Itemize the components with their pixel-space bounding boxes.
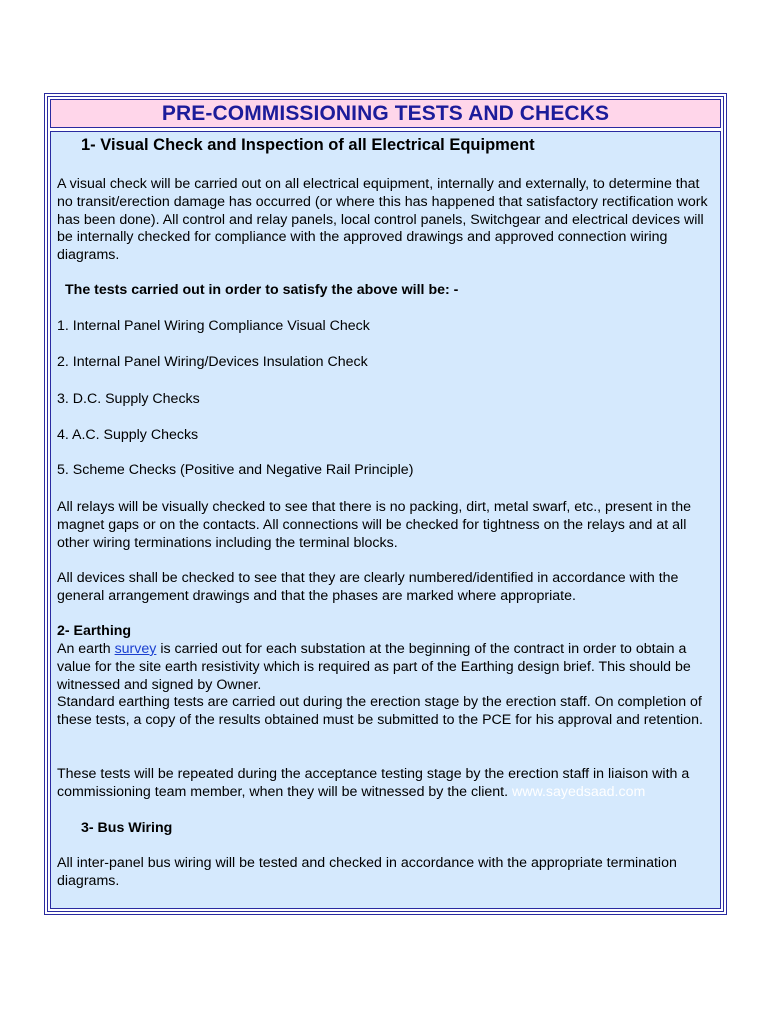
earthing-p3-text: These tests will be repeated during the acceptance testing stage by the erection staff in liaison with a commissioning team member, when they will be witnessed by the client. xyxy=(57,766,690,800)
watermark-text: www.sayedsaad.com xyxy=(512,783,646,800)
document-frame xyxy=(44,93,727,915)
section1-paragraph: A visual check will be carried out on all electrical equipment, internally and externally, to determine that no transit/erection damage has occurred (or where this has happened that satisfactory rectification work has been done). All control and relay panels, local control panels, Switchgear and electrical devices will be internally checked for compliance with the approved drawings and approved connection wiring diagrams. xyxy=(57,176,708,264)
earthing-paragraph-1 xyxy=(57,641,714,694)
section1-heading: 1- Visual Check and Inspection of all Electrical Equipment xyxy=(81,136,535,154)
content-box xyxy=(50,131,721,909)
earthing-paragraph-2: Standard earthing tests are carried out during the erection stage by the erection staff. On completion of these tests, a copy of the results obtained must be submitted to the PCE for his approval and retention. xyxy=(57,694,703,728)
tests-intro: The tests carried out in order to satisfy the above will be: - xyxy=(65,282,459,298)
section2-heading: 2- Earthing xyxy=(57,623,132,639)
test-item-3: 3. D.C. Supply Checks xyxy=(57,391,200,407)
test-item-5: 5. Scheme Checks (Positive and Negative Rail Principle) xyxy=(57,462,414,478)
relays-paragraph: All relays will be visually checked to see that there is no packing, dirt, metal swarf, etc., present in the magnet gaps or on the contacts. All connections will be checked for tightness on the relays and at all other wiring terminations including the terminal blocks. xyxy=(57,499,692,551)
section3-heading: 3- Bus Wiring xyxy=(81,820,173,836)
earthing-p1-start: An earth xyxy=(57,641,115,657)
bus-wiring-paragraph: All inter-panel bus wiring will be tested and checked in accordance with the appropriate termination diagrams. xyxy=(57,855,677,889)
earthing-paragraph-3 xyxy=(57,766,714,802)
document-inner-frame xyxy=(47,96,724,912)
test-item-2: 2. Internal Panel Wiring/Devices Insulation Check xyxy=(57,354,368,370)
test-item-4: 4. A.C. Supply Checks xyxy=(57,427,199,443)
test-item-1: 1. Internal Panel Wiring Compliance Visual Check xyxy=(57,318,370,334)
devices-paragraph: All devices shall be checked to see that they are clearly numbered/identified in accordance with the general arrangement drawings and that the phases are marked where appropriate. xyxy=(57,570,679,604)
survey-link[interactable]: survey xyxy=(114,641,157,657)
page-title: PRE-COMMISSIONING TESTS AND CHECKS xyxy=(50,99,721,128)
earthing-p1-end: is carried out for each substation at the beginning of the contract in order to obtain a value for the site earth resistivity which is required as part of the Earthing design brief. This should be witnessed and signed by Owner. xyxy=(57,641,691,693)
